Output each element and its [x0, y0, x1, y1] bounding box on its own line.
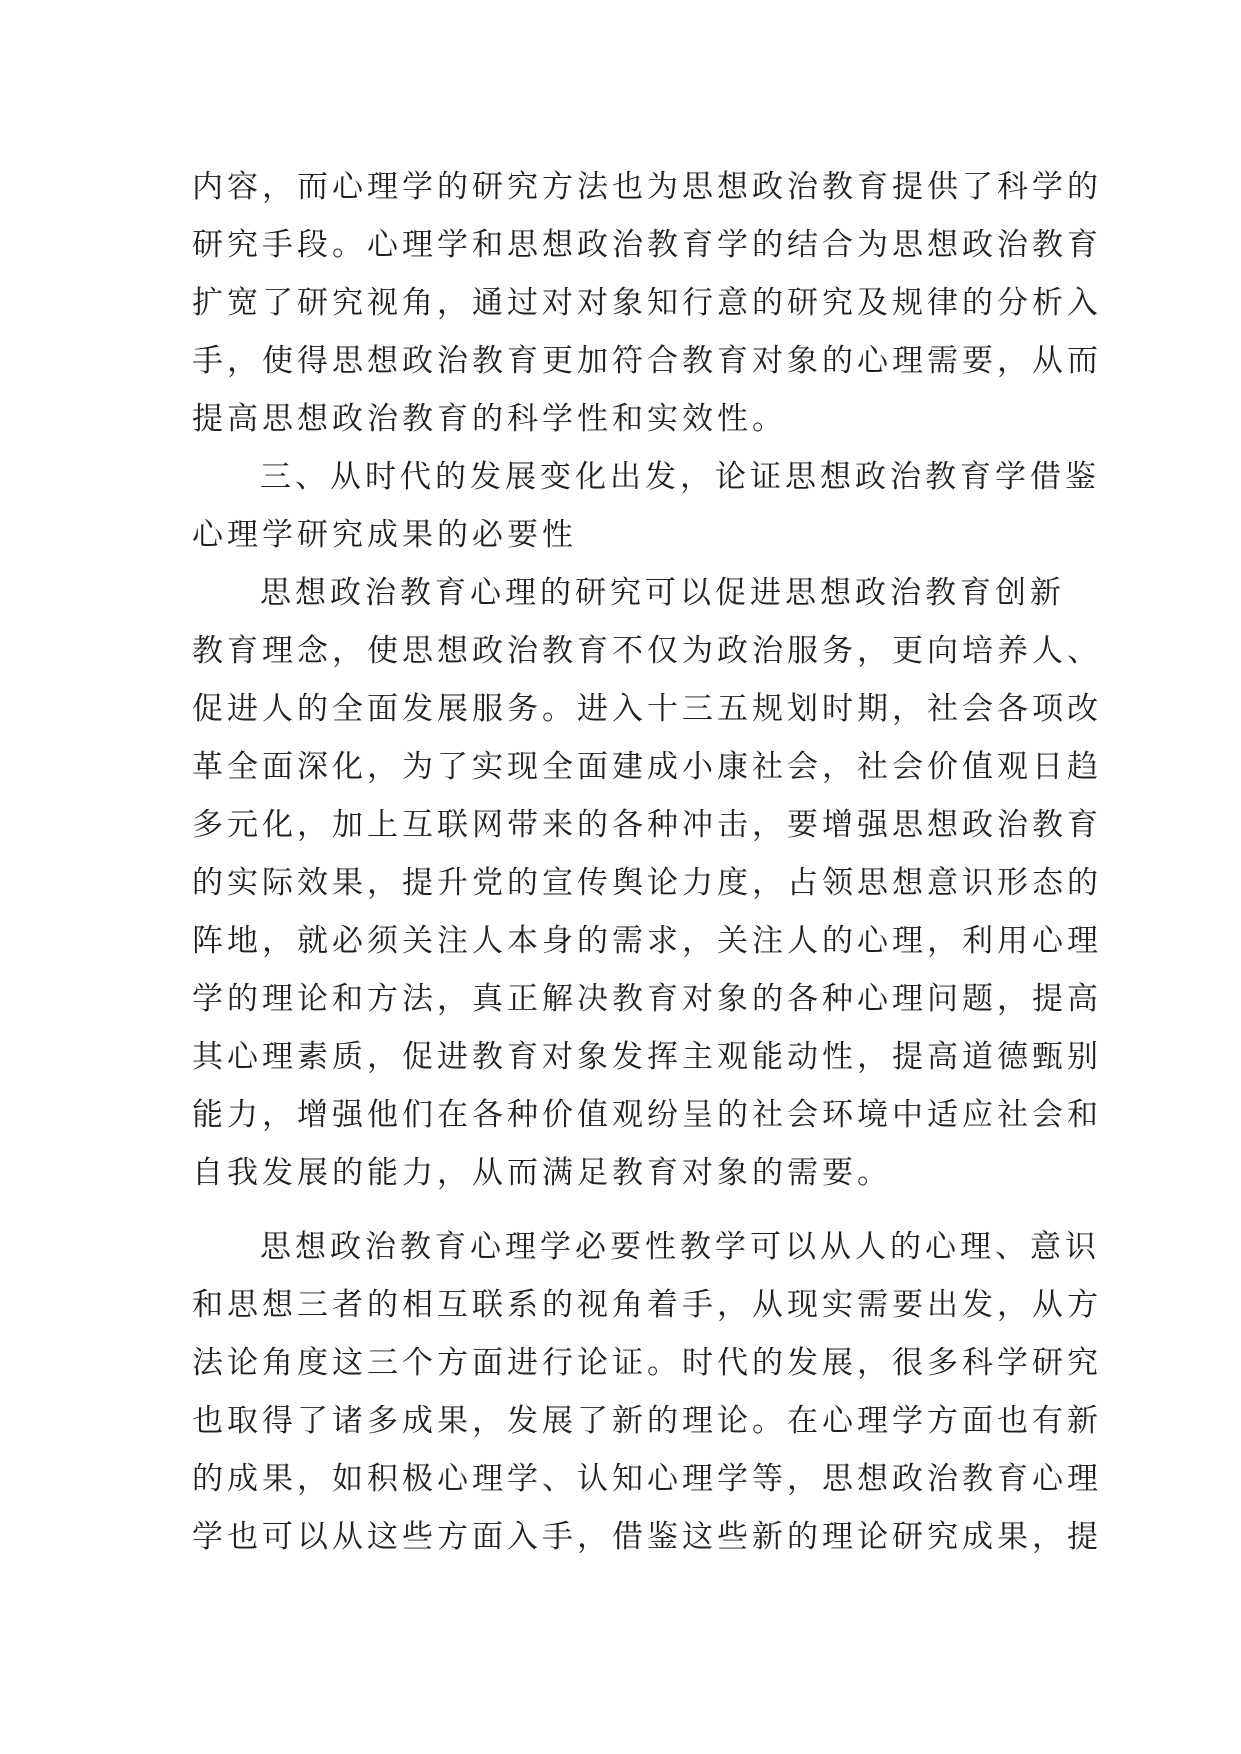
section-heading-line: 三、从时代的发展变化出发，论证思想政治教育学借鉴 [260, 459, 1100, 495]
paragraph-spacer [192, 1202, 1052, 1218]
text-line: 学也可以从这些方面入手，借鉴这些新的理论研究成果，提 [192, 1519, 1102, 1555]
text-line: 多元化，加上互联网带来的各种冲击，要增强思想政治教育 [192, 807, 1102, 843]
text-line: 其心理素质，促进教育对象发挥主观能动性，提高道德甄别 [192, 1039, 1102, 1075]
body-text [192, 158, 1102, 1566]
text-line: 能力，增强他们在各种价值观纷呈的社会环境中适应社会和 [192, 1097, 1102, 1133]
text-line: 扩宽了研究视角，通过对对象知行意的研究及规律的分析入 [192, 285, 1102, 321]
text-line: 自我发展的能力，从而满足教育对象的需要。 [192, 1155, 892, 1191]
text-line: 思想政治教育心理学必要性教学可以从人的心理、意识 [260, 1229, 1100, 1265]
text-line: 的成果，如积极心理学、认知心理学等，思想政治教育心理 [192, 1461, 1102, 1497]
text-line: 促进人的全面发展服务。进入十三五规划时期，社会各项改 [192, 691, 1102, 727]
text-line: 也取得了诸多成果，发展了新的理论。在心理学方面也有新 [192, 1403, 1102, 1439]
text-line: 阵地，就必须关注人本身的需求，关注人的心理，利用心理 [192, 923, 1102, 959]
text-line: 和思想三者的相互联系的视角着手，从现实需要出发，从方 [192, 1287, 1102, 1323]
text-line: 教育理念，使思想政治教育不仅为政治服务，更向培养人、 [192, 633, 1102, 669]
text-line: 思想政治教育心理的研究可以促进思想政治教育创新 [260, 575, 1065, 611]
text-line: 的实际效果，提升党的宣传舆论力度，占领思想意识形态的 [192, 865, 1102, 901]
text-line: 研究手段。心理学和思想政治教育学的结合为思想政治教育 [192, 227, 1102, 263]
text-line: 内容，而心理学的研究方法也为思想政治教育提供了科学的 [192, 169, 1102, 205]
text-line: 手，使得思想政治教育更加符合教育对象的心理需要，从而 [192, 343, 1102, 379]
text-line: 革全面深化，为了实现全面建成小康社会，社会价值观日趋 [192, 749, 1102, 785]
text-line: 法论角度这三个方面进行论证。时代的发展，很多科学研究 [192, 1345, 1102, 1381]
section-heading-line: 心理学研究成果的必要性 [192, 517, 577, 553]
text-line: 学的理论和方法，真正解决教育对象的各种心理问题，提高 [192, 981, 1102, 1017]
text-line: 提高思想政治教育的科学性和实效性。 [192, 401, 787, 437]
